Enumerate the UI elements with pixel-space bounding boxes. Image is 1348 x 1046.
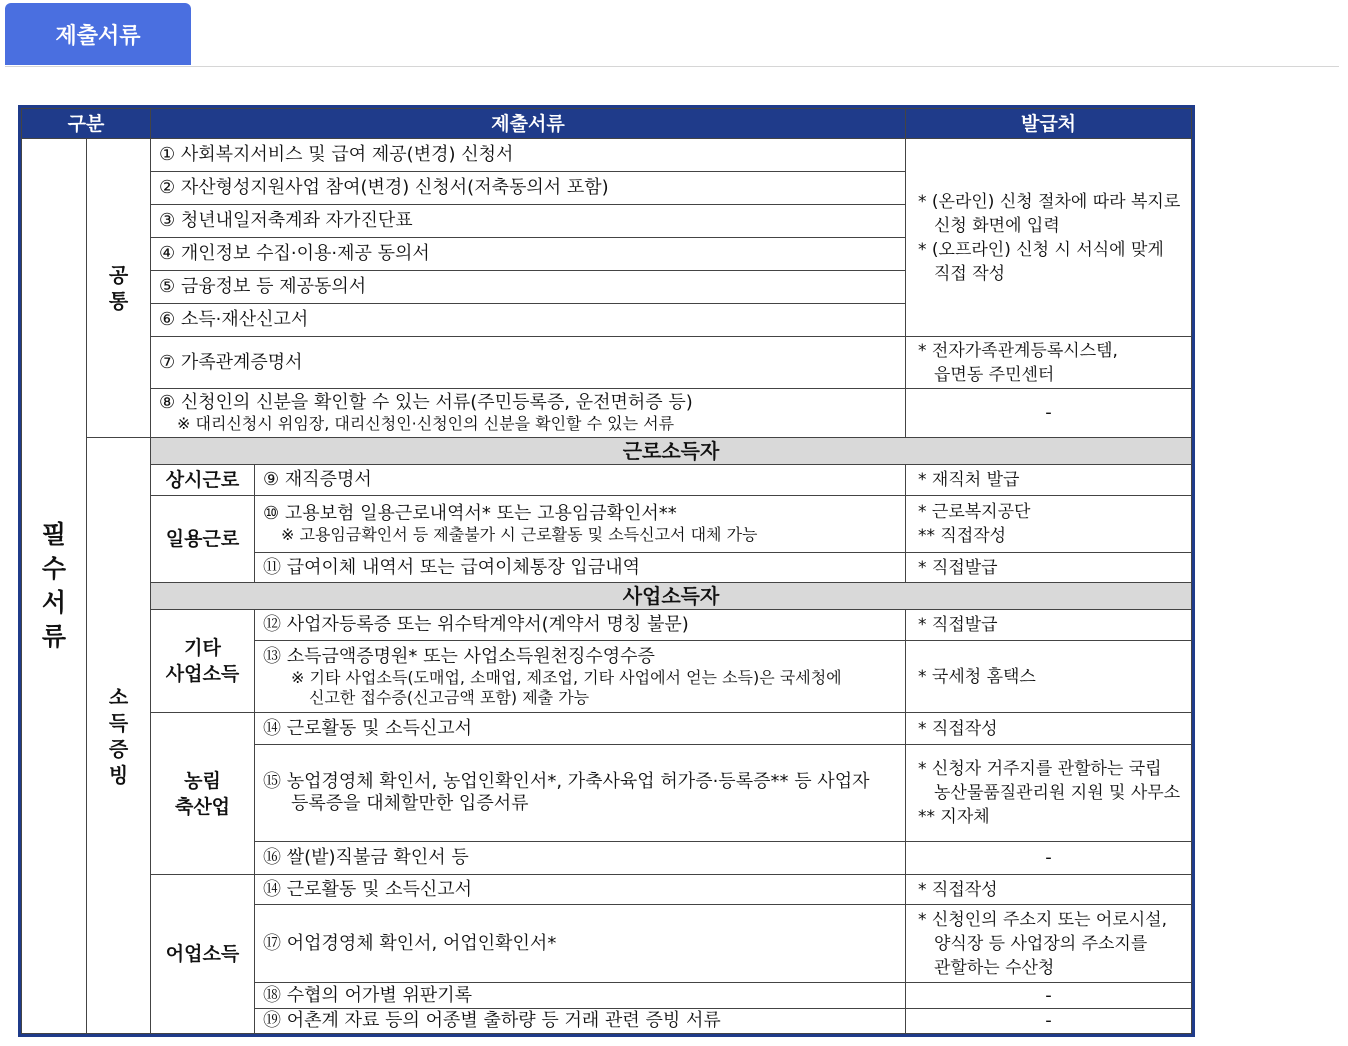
- doc-4: ④ 개인정보 수집·이용·제공 동의서: [151, 238, 906, 271]
- issuer-16: -: [906, 842, 1192, 875]
- doc-14-fish: ⑭ 근로활동 및 소득신고서: [255, 875, 906, 905]
- table-row: [22, 875, 1192, 905]
- issuer-12: * 직접발급: [906, 610, 1192, 641]
- issuer-19: -: [906, 1009, 1192, 1034]
- tab-required-documents[interactable]: 제출서류: [5, 3, 191, 65]
- doc-18: ⑱ 수협의 어가별 위판기록: [255, 983, 906, 1009]
- label-required-documents: 필 수 서 류: [22, 139, 87, 1034]
- label-agriculture: 농림 축산업: [151, 713, 255, 875]
- label-daily-work: 일용근로: [151, 496, 255, 583]
- table-row: [22, 496, 1192, 553]
- issuer-17: * 신청인의 주소지 또는 어로시설, 양식장 등 사업장의 주소지를 관할하는 수산청: [906, 905, 1192, 983]
- doc-1: ① 사회복지서비스 및 급여 제공(변경) 신청서: [151, 139, 906, 172]
- doc-9: ⑨ 재직증명서: [255, 465, 906, 496]
- section-worker: 근로소득자: [151, 438, 1192, 465]
- issuer-14-agri: * 직접작성: [906, 713, 1192, 745]
- header-division: 구분: [22, 109, 151, 139]
- issuer-family-registry: * 전자가족관계등록시스템, 읍면동 주민센터: [906, 337, 1192, 389]
- section-business-row: [22, 583, 1192, 610]
- label-income-proof: 소 득 증 빙: [87, 438, 151, 1034]
- doc-17: ⑰ 어업경영체 확인서, 어업인확인서*: [255, 905, 906, 983]
- required-documents-table-image: [18, 105, 1195, 1037]
- issuer-10: * 근로복지공단 ** 직접작성: [906, 496, 1192, 553]
- header-issuer: 발급처: [906, 109, 1192, 139]
- doc-16: ⑯ 쌀(밭)직불금 확인서 등: [255, 842, 906, 875]
- issuer-15: * 신청자 거주지를 관할하는 국립 농산물품질관리원 지원 및 사무소 ** 지자체: [906, 745, 1192, 842]
- doc-13: ⑬ 소득금액증명원* 또는 사업소득원천징수영수증 ※ 기타 사업소득(도매업, 소매업, 제조업, 기타 사업에서 얻는 소득)은 국세청에 신고한 접수증(신고금액 포함) 제출 가능: [255, 641, 906, 713]
- table-row: [22, 610, 1192, 641]
- doc-15: ⑮ 농업경영체 확인서, 농업인확인서*, 가축사육업 허가증·등록증** 등 사업자 등록증을 대체할만한 입증서류: [255, 745, 906, 842]
- doc-11: ⑪ 급여이체 내역서 또는 급여이체통장 입금내역: [255, 553, 906, 583]
- issuer-11: * 직접발급: [906, 553, 1192, 583]
- issuer-8: -: [906, 389, 1192, 438]
- label-common: 공 통: [87, 139, 151, 438]
- doc-6: ⑥ 소득·재산신고서: [151, 304, 906, 337]
- section-worker-row: [22, 438, 1192, 465]
- tab-bar: [5, 3, 1339, 67]
- table-header-row: [22, 109, 1192, 139]
- doc-5: ⑤ 금융정보 등 제공동의서: [151, 271, 906, 304]
- table-row: [22, 337, 1192, 389]
- section-business: 사업소득자: [151, 583, 1192, 610]
- table-row: [22, 139, 1192, 172]
- doc-2: ② 자산형성지원사업 참여(변경) 신청서(저축동의서 포함): [151, 172, 906, 205]
- required-documents-table: [21, 108, 1192, 1034]
- label-regular-work: 상시근로: [151, 465, 255, 496]
- doc-3: ③ 청년내일저축계좌 자가진단표: [151, 205, 906, 238]
- doc-14-agri: ⑭ 근로활동 및 소득신고서: [255, 713, 906, 745]
- issuer-13: * 국세청 홈택스: [906, 641, 1192, 713]
- doc-7: ⑦ 가족관계증명서: [151, 337, 906, 389]
- issuer-9: * 재직처 발급: [906, 465, 1192, 496]
- issuer-18: -: [906, 983, 1192, 1009]
- doc-19: ⑲ 어촌계 자료 등의 어종별 출하량 등 거래 관련 증빙 서류: [255, 1009, 906, 1034]
- table-row: [22, 389, 1192, 438]
- table-row: [22, 465, 1192, 496]
- doc-10: ⑩ 고용보험 일용근로내역서* 또는 고용임금확인서** ※ 고용임금확인서 등 제출불가 시 근로활동 및 소득신고서 대체 가능: [255, 496, 906, 553]
- issuer-14-fish: * 직접작성: [906, 875, 1192, 905]
- header-documents: 제출서류: [151, 109, 906, 139]
- issuer-common-online-offline: * (온라인) 신청 절차에 따라 복지로 신청 화면에 입력 * (오프라인) 신청 시 서식에 맞게 직접 작성: [906, 139, 1192, 337]
- doc-12: ⑫ 사업자등록증 또는 위수탁계약서(계약서 명칭 불문): [255, 610, 906, 641]
- label-other-business: 기타 사업소득: [151, 610, 255, 713]
- label-fishery: 어업소득: [151, 875, 255, 1034]
- doc-8: ⑧ 신청인의 신분을 확인할 수 있는 서류(주민등록증, 운전면허증 등) ※ 대리신청시 위임장, 대리신청인·신청인의 신분을 확인할 수 있는 서류: [151, 389, 906, 438]
- table-row: [22, 713, 1192, 745]
